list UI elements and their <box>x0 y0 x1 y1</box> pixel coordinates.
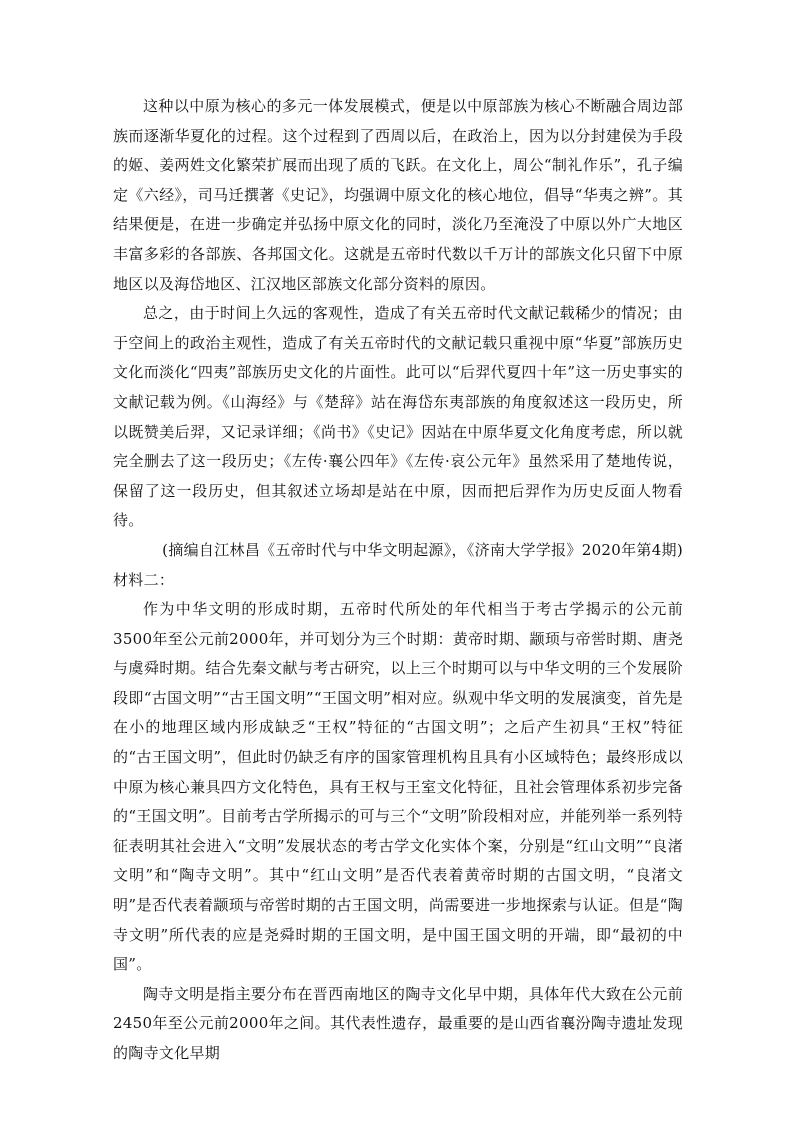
source-citation: (摘编自江林昌《五帝时代与中华文明起源》，《济南大学学报》2020年第4期) <box>162 540 683 559</box>
paragraph: 作为中华文明的形成时期，五帝时代所处的年代相当于考古学揭示的公元前3500年至公元前2000年，并可划分为三个时期：黄帝时期、颛顼与帝喾时期、唐尧与虞舜时期。结合先秦文献与考古研究，以上三个时期可以与中华文明的三个发展阶段即“古国文明”“古王国文明”“王国文明”相对应。纵观中华文明的发展演变，首先是在小的地理区域内形成缺乏“王权”特征的“古国文明”；之后产生初具“王权”特征的“古王国文明”，但此时仍缺乏有序的国家管理机构且具有小区域特色；最终形成以中原为核心兼具四方文化特色，具有王权与王室文化特征，且社会管理体系初步完备的“王国文明”。目前考古学所揭示的可与三个“文明”阶段相对应，并能列举一系列特征表明其社会进入“文明”发展状态的考古学文化实体个案，分别是“红山文明”“良渚文明”和“陶寺文明”。其中“红山文明”是否代表着黄帝时期的古国文明，“良渚文明”是否代表着颛顼与帝喾时期的古王国文明，尚需要进一步地探索与认证。但是“陶寺文明”所代表的应是尧舜时期的王国文明，是中国王国文明的开端，即“最初的中国”。 <box>113 600 683 974</box>
paragraph: 总之，由于时间上久远的客观性，造成了有关五帝时代文献记载稀少的情况；由于空间上的政治主观性，造成了有关五帝时代的文献记载只重视中原“华夏”部族历史文化而淡化“四夷”部族历史文化的片面性。此可以“后羿代夏四十年”这一历史事实的文献记载为例。《山海经》与《楚辞》站在海岱东夷部族的角度叙述这一段历史，所以既赞美后羿，又记录详细；《尚书》《史记》因站在中原华夏文化角度考虑，所以就完全删去了这一段历史；《左传·襄公四年》《左传·哀公元年》虽然采用了楚地传说，保留了这一段历史，但其叙述立场却是站在中原，因而把后羿作为历史反面人物看待。 <box>113 304 683 530</box>
section-heading: 材料二： <box>113 570 175 589</box>
paragraph: 这种以中原为核心的多元一体发展模式，便是以中原部族为核心不断融合周边部族而逐渐华夏化的过程。这个过程到了西周以后，在政治上，因为以分封建侯为手段的姬、姜两姓文化繁荣扩展而出现了质的飞跃。在文化上，周公“制礼作乐”，孔子编定《六经》，司马迁撰著《史记》，均强调中原文化的核心地位，倡导“华夷之辨”。其结果便是，在进一步确定并弘扬中原文化的同时，淡化乃至淹没了中原以外广大地区丰富多彩的各部族、各邦国文化。这就是五帝时代数以千万计的部族文化只留下中原地区以及海岱地区、江汉地区部族文化部分资料的原因。 <box>113 97 683 293</box>
paragraph: 陶寺文明是指主要分布在晋西南地区的陶寺文化早中期，具体年代大致在公元前2450年至公元前2000年之间。其代表性遗存，最重要的是山西省襄汾陶寺遗址发现的陶寺文化早期 <box>113 984 683 1062</box>
document-page <box>113 92 683 1069</box>
